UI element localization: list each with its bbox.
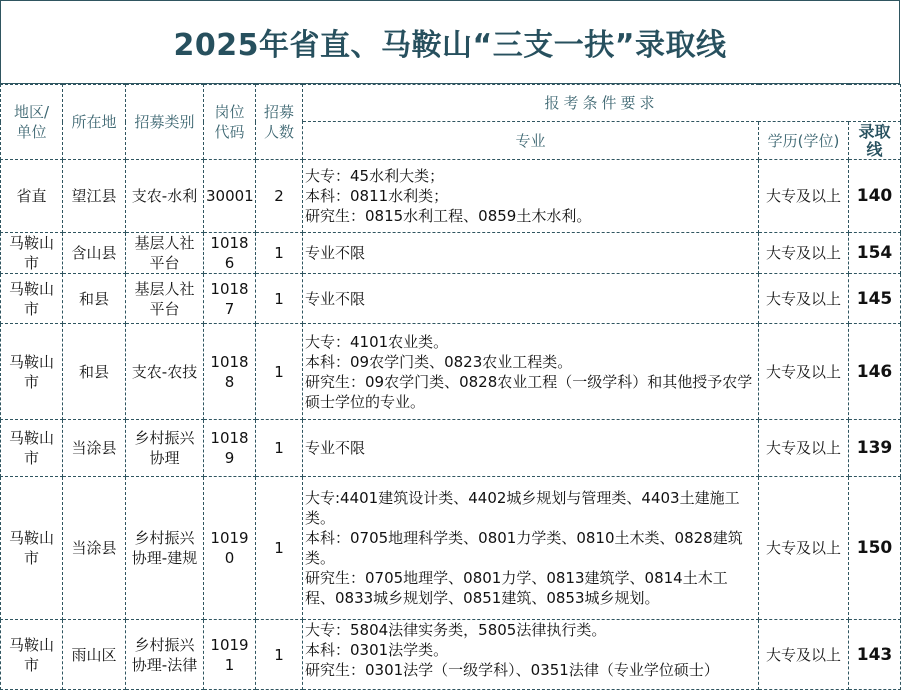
cell-region: 马鞍山市 bbox=[1, 274, 63, 324]
cell-major: 大专：45水利大类； 本科：0811水利类； 研究生：0815水利工程、0859土木水利。 bbox=[303, 160, 759, 233]
cell-category: 基层人社 平台 bbox=[126, 274, 204, 324]
cell-post-code: 1018 7 bbox=[204, 274, 256, 324]
cell-major: 专业不限 bbox=[303, 274, 759, 324]
cell-education: 大专及以上 bbox=[759, 233, 849, 274]
cell-category: 基层人社 平台 bbox=[126, 233, 204, 274]
cell-education: 大专及以上 bbox=[759, 477, 849, 620]
cell-post-code: 1018 6 bbox=[204, 233, 256, 274]
cell-education: 大专及以上 bbox=[759, 160, 849, 233]
table-row bbox=[1, 420, 901, 477]
cell-location: 和县 bbox=[63, 324, 126, 420]
cell-category: 支农-农技 bbox=[126, 324, 204, 420]
cell-category: 乡村振兴 协理 bbox=[126, 420, 204, 477]
cell-quota: 1 bbox=[256, 324, 303, 420]
cell-category: 乡村振兴 协理-法律 bbox=[126, 620, 204, 690]
cell-quota: 1 bbox=[256, 477, 303, 620]
cell-quota: 1 bbox=[256, 420, 303, 477]
table-row bbox=[1, 324, 901, 420]
cell-region: 马鞍山市 bbox=[1, 620, 63, 690]
cell-category: 支农-水利 bbox=[126, 160, 204, 233]
cell-score: 139 bbox=[849, 420, 901, 477]
cell-education: 大专及以上 bbox=[759, 274, 849, 324]
cell-score: 146 bbox=[849, 324, 901, 420]
header-category: 招募类别 bbox=[126, 85, 204, 160]
table-row bbox=[1, 233, 901, 274]
cell-score: 145 bbox=[849, 274, 901, 324]
header-major: 专业 bbox=[303, 122, 759, 160]
cell-region: 省直 bbox=[1, 160, 63, 233]
cell-major: 大专：5804法律实务类，5805法律执行类。 本科：0301法学类。 研究生：0301法学（一级学科）、0351法律（专业学位硕士） bbox=[303, 620, 759, 690]
cell-quota: 2 bbox=[256, 160, 303, 233]
cell-region: 马鞍山市 bbox=[1, 324, 63, 420]
cell-category: 乡村振兴 协理-建规 bbox=[126, 477, 204, 620]
cell-region: 马鞍山市 bbox=[1, 477, 63, 620]
cell-education: 大专及以上 bbox=[759, 420, 849, 477]
cell-location: 当涂县 bbox=[63, 477, 126, 620]
header-post-code: 岗位 代码 bbox=[204, 85, 256, 160]
cell-score: 143 bbox=[849, 620, 901, 690]
cell-location: 和县 bbox=[63, 274, 126, 324]
cell-score: 154 bbox=[849, 233, 901, 274]
cell-major: 专业不限 bbox=[303, 420, 759, 477]
header-location: 所在地 bbox=[63, 85, 126, 160]
header-quota: 招募 人数 bbox=[256, 85, 303, 160]
cell-quota: 1 bbox=[256, 233, 303, 274]
table-row bbox=[1, 160, 901, 233]
cell-post-code: 1019 0 bbox=[204, 477, 256, 620]
cell-major: 大专：4101农业类。 本科：09农学门类、0823农业工程类。 研究生：09农学门类、0828农业工程（一级学科）和其他授予农学硕士学位的专业。 bbox=[303, 324, 759, 420]
cell-education: 大专及以上 bbox=[759, 620, 849, 690]
admission-table bbox=[0, 84, 901, 690]
cell-education: 大专及以上 bbox=[759, 324, 849, 420]
cell-post-code: 1018 9 bbox=[204, 420, 256, 477]
cell-quota: 1 bbox=[256, 274, 303, 324]
table-row bbox=[1, 274, 901, 324]
cell-score: 140 bbox=[849, 160, 901, 233]
cell-major: 专业不限 bbox=[303, 233, 759, 274]
cell-post-code: 30001 bbox=[204, 160, 256, 233]
cell-major: 大专:4401建筑设计类、4402城乡规划与管理类、4403土建施工类。 本科：0705地理科学类、0801力学类、0810土木类、0828建筑类。 研究生：0705地理学、0801力学、0813建筑学、0814土木工程、0833城乡规划学、0851建筑、0853城乡规划。 bbox=[303, 477, 759, 620]
cell-score: 150 bbox=[849, 477, 901, 620]
cell-location: 望江县 bbox=[63, 160, 126, 233]
header-score: 录取 线 bbox=[849, 122, 901, 160]
cell-post-code: 1019 1 bbox=[204, 620, 256, 690]
header-region: 地区/ 单位 bbox=[1, 85, 63, 160]
cell-region: 马鞍山市 bbox=[1, 233, 63, 274]
cell-quota: 1 bbox=[256, 620, 303, 690]
page-title: 2025年省直、马鞍山“三支一扶”录取线 bbox=[173, 28, 727, 63]
table-row bbox=[1, 477, 901, 620]
header-education: 学历(学位) bbox=[759, 122, 849, 160]
cell-location: 雨山区 bbox=[63, 620, 126, 690]
table-row bbox=[1, 620, 901, 690]
cell-location: 含山县 bbox=[63, 233, 126, 274]
title-bar bbox=[0, 0, 900, 84]
header-requirements: 报考条件要求 bbox=[303, 85, 901, 122]
cell-post-code: 1018 8 bbox=[204, 324, 256, 420]
cell-location: 当涂县 bbox=[63, 420, 126, 477]
cell-region: 马鞍山市 bbox=[1, 420, 63, 477]
